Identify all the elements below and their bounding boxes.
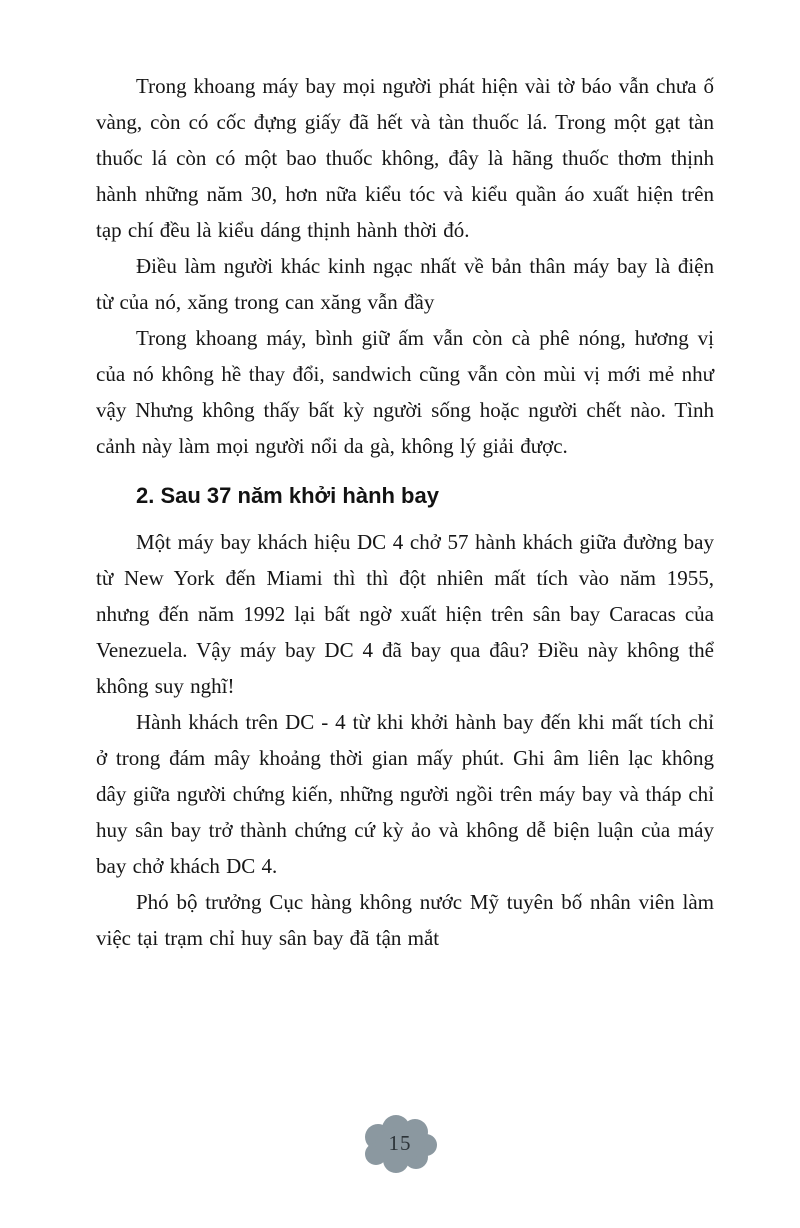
text-block <box>96 68 714 956</box>
paragraph: Điều làm người khác kinh ngạc nhất về bản thân máy bay là điện từ của nó, xăng trong can xăng vẫn đầy <box>96 254 714 314</box>
paragraph: Trong khoang máy, bình giữ ấm vẫn còn cà phê nóng, hương vị của nó không hề thay đổi, sandwich cũng vẫn còn mùi vị mới mẻ như vậy Nhưng không thấy bất kỳ người sống hoặc người chết nào. Tình cảnh này làm mọi người nổi da gà, không lý giải được. <box>96 326 714 458</box>
paragraph: Hành khách trên DC - 4 từ khi khởi hành bay đến khi mất tích chỉ ở trong đám mây khoảng thời gian mấy phút. Ghi âm liên lạc không dây giữa người chứng kiến, những người ngồi trên máy bay và tháp chỉ huy sân bay trở thành chứng cứ kỳ ảo và không dễ biện luận của máy bay chở khách DC 4. <box>96 710 714 878</box>
paragraph: Trong khoang máy bay mọi người phát hiện vài tờ báo vẫn chưa ố vàng, còn có cốc đựng giấy đã hết và tàn thuốc lá. Trong một gạt tàn thuốc lá còn có một bao thuốc không, đây là hãng thuốc thơm thịnh hành những năm 30, hơn nữa kiểu tóc và kiểu quần áo xuất hiện trên tạp chí đều là kiểu dáng thịnh hành thời đó. <box>96 74 714 242</box>
page-number-badge <box>358 1114 442 1174</box>
paragraph: Phó bộ trưởng Cục hàng không nước Mỹ tuyên bố nhân viên làm việc tại trạm chỉ huy sân bay đã tận mắt <box>96 890 714 950</box>
page-number: 15 <box>388 1130 412 1155</box>
section-heading: 2. Sau 37 năm khởi hành bay <box>136 483 439 508</box>
paragraph: Một máy bay khách hiệu DC 4 chở 57 hành khách giữa đường bay từ New York đến Miami thì thì đột nhiên mất tích vào năm 1955, nhưng đến năm 1992 lại bất ngờ xuất hiện trên sân bay Caracas của Venezuela. Vậy máy bay DC 4 đã bay qua đâu? Điều này không thể không suy nghĩ! <box>96 530 714 698</box>
